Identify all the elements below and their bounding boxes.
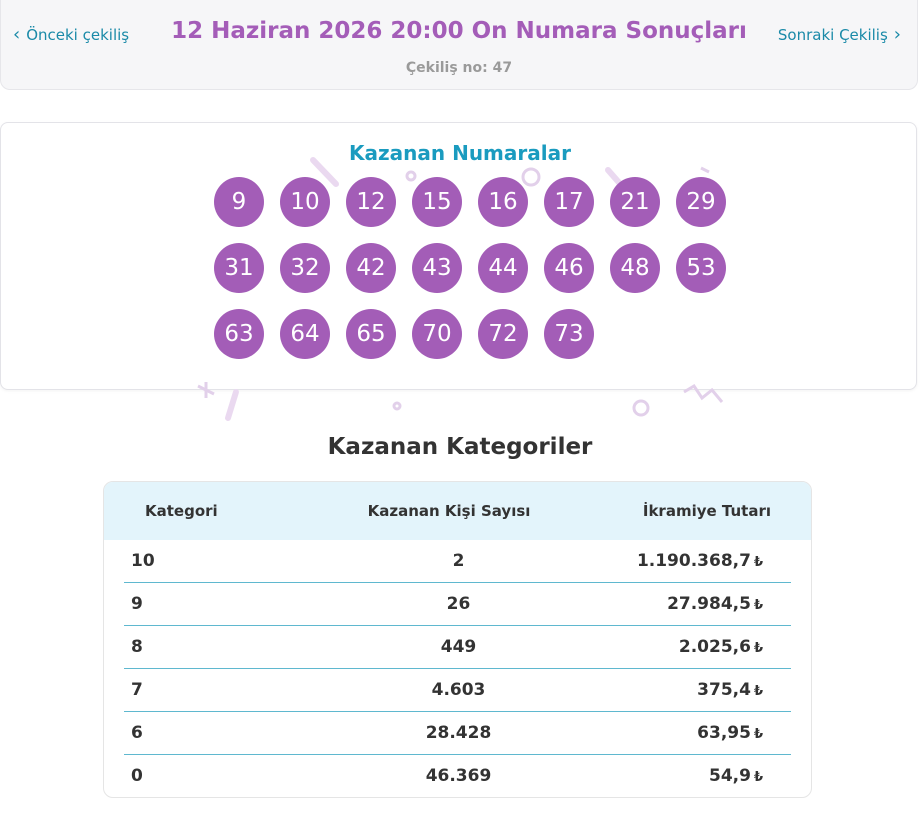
- winning-number-ball: 63: [214, 309, 264, 359]
- table-row: [124, 583, 791, 626]
- lira-icon: ₺: [753, 641, 763, 656]
- winning-number-ball: 16: [478, 177, 528, 227]
- table-header: [104, 482, 811, 540]
- prize-amount: 2.025,6: [678, 637, 751, 657]
- chevron-right-icon: ›: [893, 24, 901, 45]
- table-row: [124, 669, 791, 712]
- next-draw-link[interactable]: [778, 26, 901, 44]
- winning-number-ball: 15: [412, 177, 462, 227]
- table-body: [104, 540, 811, 798]
- cell-winners: 26: [446, 594, 471, 614]
- cell-category: 7: [131, 680, 143, 700]
- cell-prize: [697, 723, 763, 743]
- chevron-left-icon: ‹: [13, 24, 21, 45]
- winning-number-ball: 53: [676, 243, 726, 293]
- winning-number-ball: 72: [478, 309, 528, 359]
- cell-category: 6: [131, 723, 143, 743]
- winning-number-ball: 46: [544, 243, 594, 293]
- winning-categories-heading: Kazanan Kategoriler: [327, 434, 593, 460]
- next-draw-label: Sonraki Çekiliş: [777, 26, 888, 44]
- winning-number-ball: 9: [214, 177, 264, 227]
- winning-number-ball: 48: [610, 243, 660, 293]
- winning-number-ball: 31: [214, 243, 264, 293]
- prize-amount: 27.984,5: [667, 594, 751, 614]
- table-row: [124, 626, 791, 669]
- lira-icon: ₺: [753, 555, 763, 570]
- draw-header: [0, 0, 918, 90]
- lira-icon: ₺: [753, 770, 763, 785]
- lira-icon: ₺: [753, 684, 763, 699]
- cell-winners: 28.428: [425, 723, 492, 743]
- table-row: [124, 712, 791, 755]
- winning-number-ball: 64: [280, 309, 330, 359]
- cell-prize: [667, 594, 763, 614]
- column-header-prize: İkramiye Tutarı: [642, 502, 771, 520]
- cell-winners: 4.603: [431, 680, 486, 700]
- winning-number-ball: 29: [676, 177, 726, 227]
- winning-number-ball: 12: [346, 177, 396, 227]
- column-header-winners: Kazanan Kişi Sayısı: [367, 502, 531, 520]
- winning-numbers-heading: Kazanan Numaralar: [349, 141, 571, 165]
- winning-number-ball: 21: [610, 177, 660, 227]
- column-header-category: Kategori: [145, 502, 218, 520]
- winning-number-ball: 17: [544, 177, 594, 227]
- winning-number-ball: 70: [412, 309, 462, 359]
- cell-prize: [637, 551, 763, 571]
- winning-numbers-grid: [214, 177, 734, 359]
- cell-category: 9: [131, 594, 143, 614]
- table-row: [124, 540, 791, 583]
- cell-prize: [697, 680, 763, 700]
- lira-icon: ₺: [753, 727, 763, 742]
- winning-number-ball: 44: [478, 243, 528, 293]
- cell-category: 8: [131, 637, 143, 657]
- winning-categories-table: [103, 481, 812, 798]
- prize-amount: 375,4: [697, 680, 751, 700]
- cell-prize: [709, 766, 763, 786]
- cell-winners: 449: [440, 637, 477, 657]
- cell-winners: 46.369: [425, 766, 492, 786]
- winning-number-ball: 65: [346, 309, 396, 359]
- table-row: [124, 755, 791, 798]
- winning-number-ball: 73: [544, 309, 594, 359]
- cell-winners: 2: [452, 551, 465, 571]
- lira-icon: ₺: [753, 598, 763, 613]
- winning-number-ball: 42: [346, 243, 396, 293]
- prize-amount: 63,95: [697, 723, 751, 743]
- prize-amount: 54,9: [709, 766, 751, 786]
- winning-number-ball: 43: [412, 243, 462, 293]
- page-title: 12 Haziran 2026 20:00 On Numara Sonuçları: [171, 18, 747, 44]
- cell-category: 10: [131, 551, 155, 571]
- winning-number-ball: 10: [280, 177, 330, 227]
- prize-amount: 1.190.368,7: [636, 551, 751, 571]
- previous-draw-label: Önceki çekiliş: [26, 26, 130, 44]
- cell-prize: [679, 637, 763, 657]
- draw-number: Çekiliş no: 47: [405, 60, 513, 76]
- cell-category: 0: [131, 766, 143, 786]
- winning-number-ball: 32: [280, 243, 330, 293]
